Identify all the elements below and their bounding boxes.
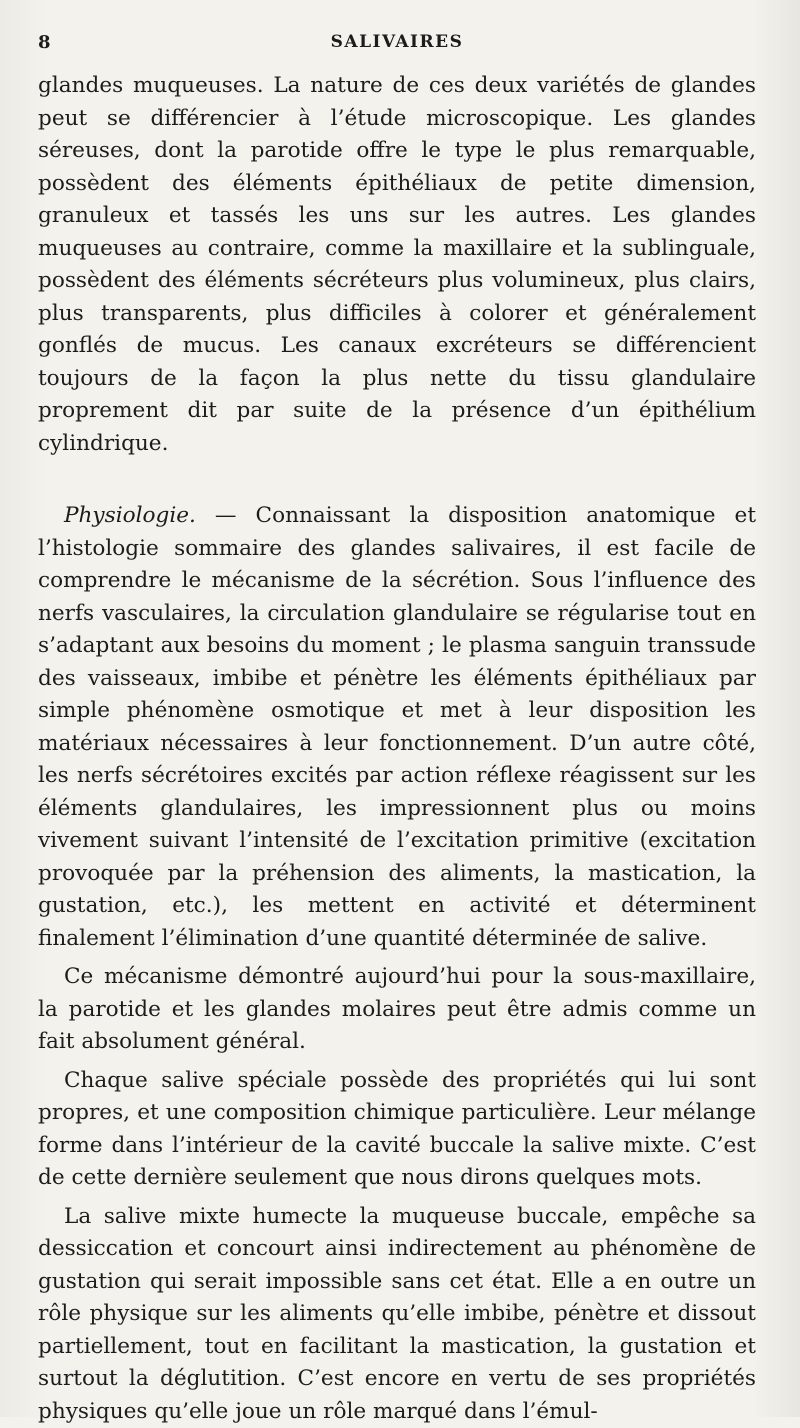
- paragraph-text: Chaque salive spéciale possède des propriétés qui lui sont propres, et une composition chimique particulière. Leur mélange forme dans l’intérieur de la cavité buccale la salive mixte. C’est de cette dernière seulement que nous dirons quelques mots.: [38, 1068, 756, 1191]
- body-text: [38, 70, 756, 1428]
- page-number: 8: [38, 32, 52, 53]
- running-head: SALIVAIRES: [38, 32, 756, 52]
- paragraph-mixed-saliva: [38, 1201, 756, 1428]
- paragraph-text: glandes muqueuses. La nature de ces deux variétés de glandes peut se différencier à l’étude microscopique. Les glandes séreuses, dont la parotide offre le type le plus remarquable, possèdent des éléments épithéliaux de petite dimension, granuleux et tassés les uns sur les autres. Les glandes muqueuses au contraire, comme la maxillaire et la sublinguale, possèdent des éléments sécréteurs plus volumineux, plus clairs, plus transparents, plus difficiles à colorer et généralement gonflés de mucus. Les canaux excréteurs se différencient toujours de la façon la plus nette du tissu glandulaire proprement dit par suite de la présence d’un épithélium cylindrique.: [38, 73, 756, 456]
- section-title-physiologie: Physiologie.: [64, 503, 196, 528]
- page-header: [38, 30, 756, 60]
- paragraph-special-saliva: [38, 1065, 756, 1195]
- paragraph-text: Ce mécanisme démontré aujourd’hui pour la sous-maxillaire, la parotide et les glandes molaires peut être admis comme un fait absolument général.: [38, 964, 756, 1054]
- paragraph-text: — Connaissant la disposition anatomique et l’histologie sommaire des glandes salivaires, il est facile de comprendre le mécanisme de la sécrétion. Sous l’influence des nerfs vasculaires, la circulation glandulaire se régularise tout en s’adaptant aux besoins du moment ; le plasma sanguin transsude des vaisseaux, imbibe et pénètre les éléments épithéliaux par simple phénomène osmotique et met à leur disposition les matériaux nécessaires à leur fonctionnement. D’un autre côté, les nerfs sécrétoires excités par action réflexe réagissent sur les éléments glandulaires, les impressionnent plus ou moins vivement suivant l’intensité de l’excitation primitive (excitation provoquée par la préhension des aliments, la mastication, la gustation, etc.), les mettent en activité et déterminent finalement l’élimination d’une quantité déterminée de salive.: [38, 503, 756, 951]
- paragraph-mechanism: [38, 961, 756, 1059]
- paragraph-physiology: [38, 500, 756, 955]
- paragraph-glandular-varieties: [38, 70, 756, 460]
- paragraph-text: La salive mixte humecte la muqueuse buccale, empêche sa dessiccation et concourt ainsi indirectement au phénomène de gustation qui serait impossible sans cet état. Elle a en outre un rôle physique sur les aliments qu’elle imbibe, pénètre et dissout partiellement, tout en facilitant la mastication, la gustation et surtout la déglutition. C’est encore en vertu de ses propriétés physiques qu’elle joue un rôle marqué dans l’émul-: [38, 1204, 756, 1424]
